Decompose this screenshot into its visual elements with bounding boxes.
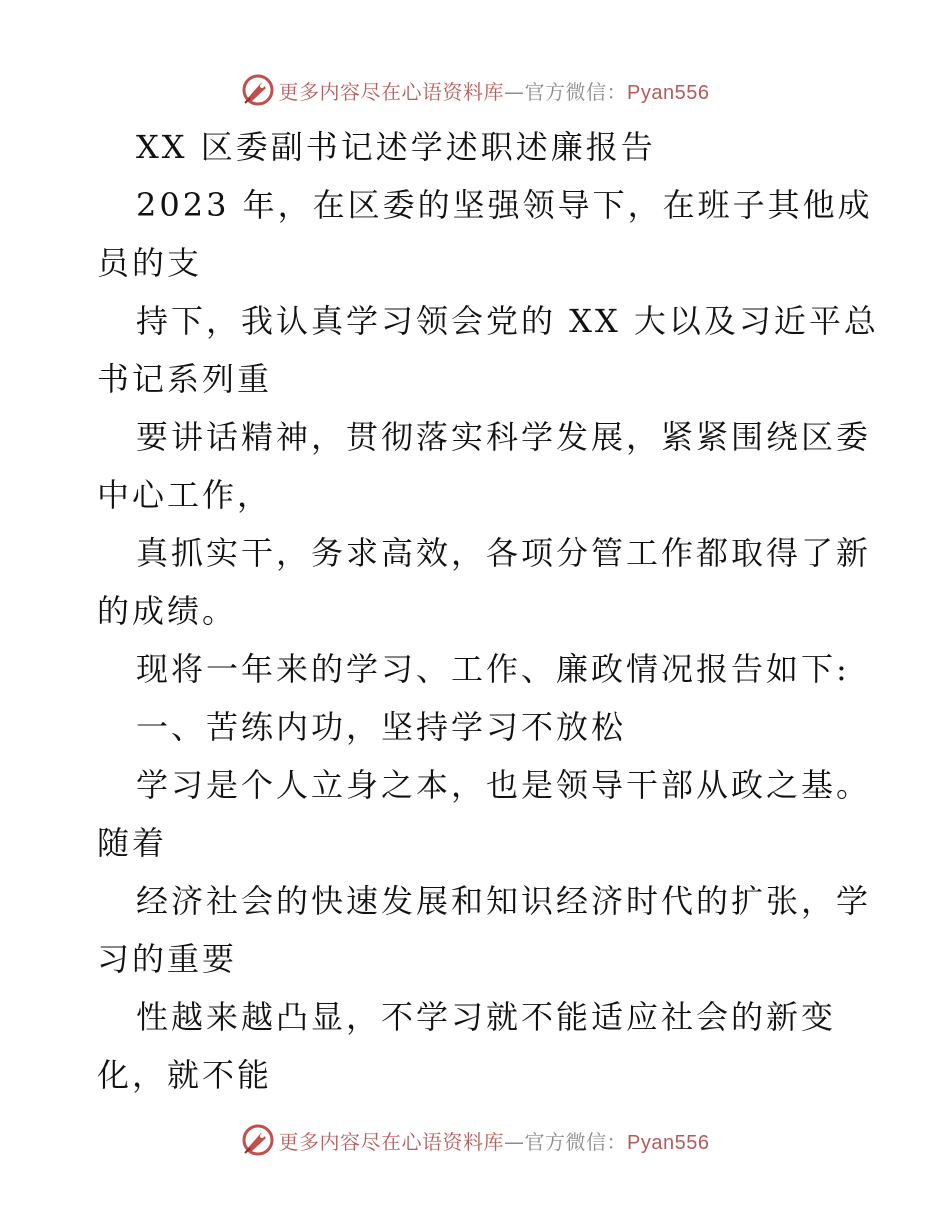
text-line: 要讲话精神，贯彻落实科学发展，紧紧围绕区委 [136, 418, 872, 456]
watermark-official-label: 官方微信： [524, 1129, 628, 1154]
watermark-wechat-id: Pyan556 [627, 81, 710, 104]
text-line: 习的重要 [97, 940, 238, 978]
pen-nib-logo-icon [241, 73, 275, 107]
text-line: 随着 [97, 824, 168, 862]
text-line: 化，就不能 [97, 1056, 273, 1094]
text-line: 的成绩。 [97, 592, 238, 630]
watermark-text [279, 1126, 710, 1155]
watermark-text [279, 76, 710, 105]
watermark-brand: 更多内容尽在心语资料库 [278, 79, 505, 104]
watermark-separator: — [504, 1129, 525, 1154]
pen-nib-logo-icon [241, 1123, 275, 1157]
text-line: 持下，我认真学习领会党的 XX 大以及习近平总 [136, 302, 879, 340]
text-line: 中心工作， [97, 476, 273, 514]
section-heading: 一、苦练内功，坚持学习不放松 [136, 708, 627, 746]
text-line: 2023 年，在区委的坚强领导下，在班子其他成 [136, 186, 873, 224]
text-line: 经济社会的快速发展和知识经济时代的扩张，学 [136, 882, 872, 920]
document-body [97, 118, 879, 1104]
text-line: 学习是个人立身之本，也是领导干部从政之基。 [136, 766, 872, 804]
text-line: 员的支 [97, 244, 203, 282]
header-watermark [0, 70, 950, 110]
watermark-brand: 更多内容尽在心语资料库 [278, 1129, 505, 1154]
watermark-official-label: 官方微信： [524, 79, 628, 104]
text-line: 性越来越凸显，不学习就不能适应社会的新变 [136, 998, 837, 1036]
watermark-separator: — [504, 79, 525, 104]
footer-watermark [0, 1120, 950, 1160]
text-line: 书记系列重 [97, 360, 273, 398]
text-line: 真抓实干，务求高效，各项分管工作都取得了新 [136, 534, 872, 572]
text-line: 现将一年来的学习、工作、廉政情况报告如下: [136, 650, 850, 688]
document-title: XX 区委副书记述学述职述廉报告 [136, 128, 656, 166]
watermark-wechat-id: Pyan556 [627, 1131, 710, 1154]
